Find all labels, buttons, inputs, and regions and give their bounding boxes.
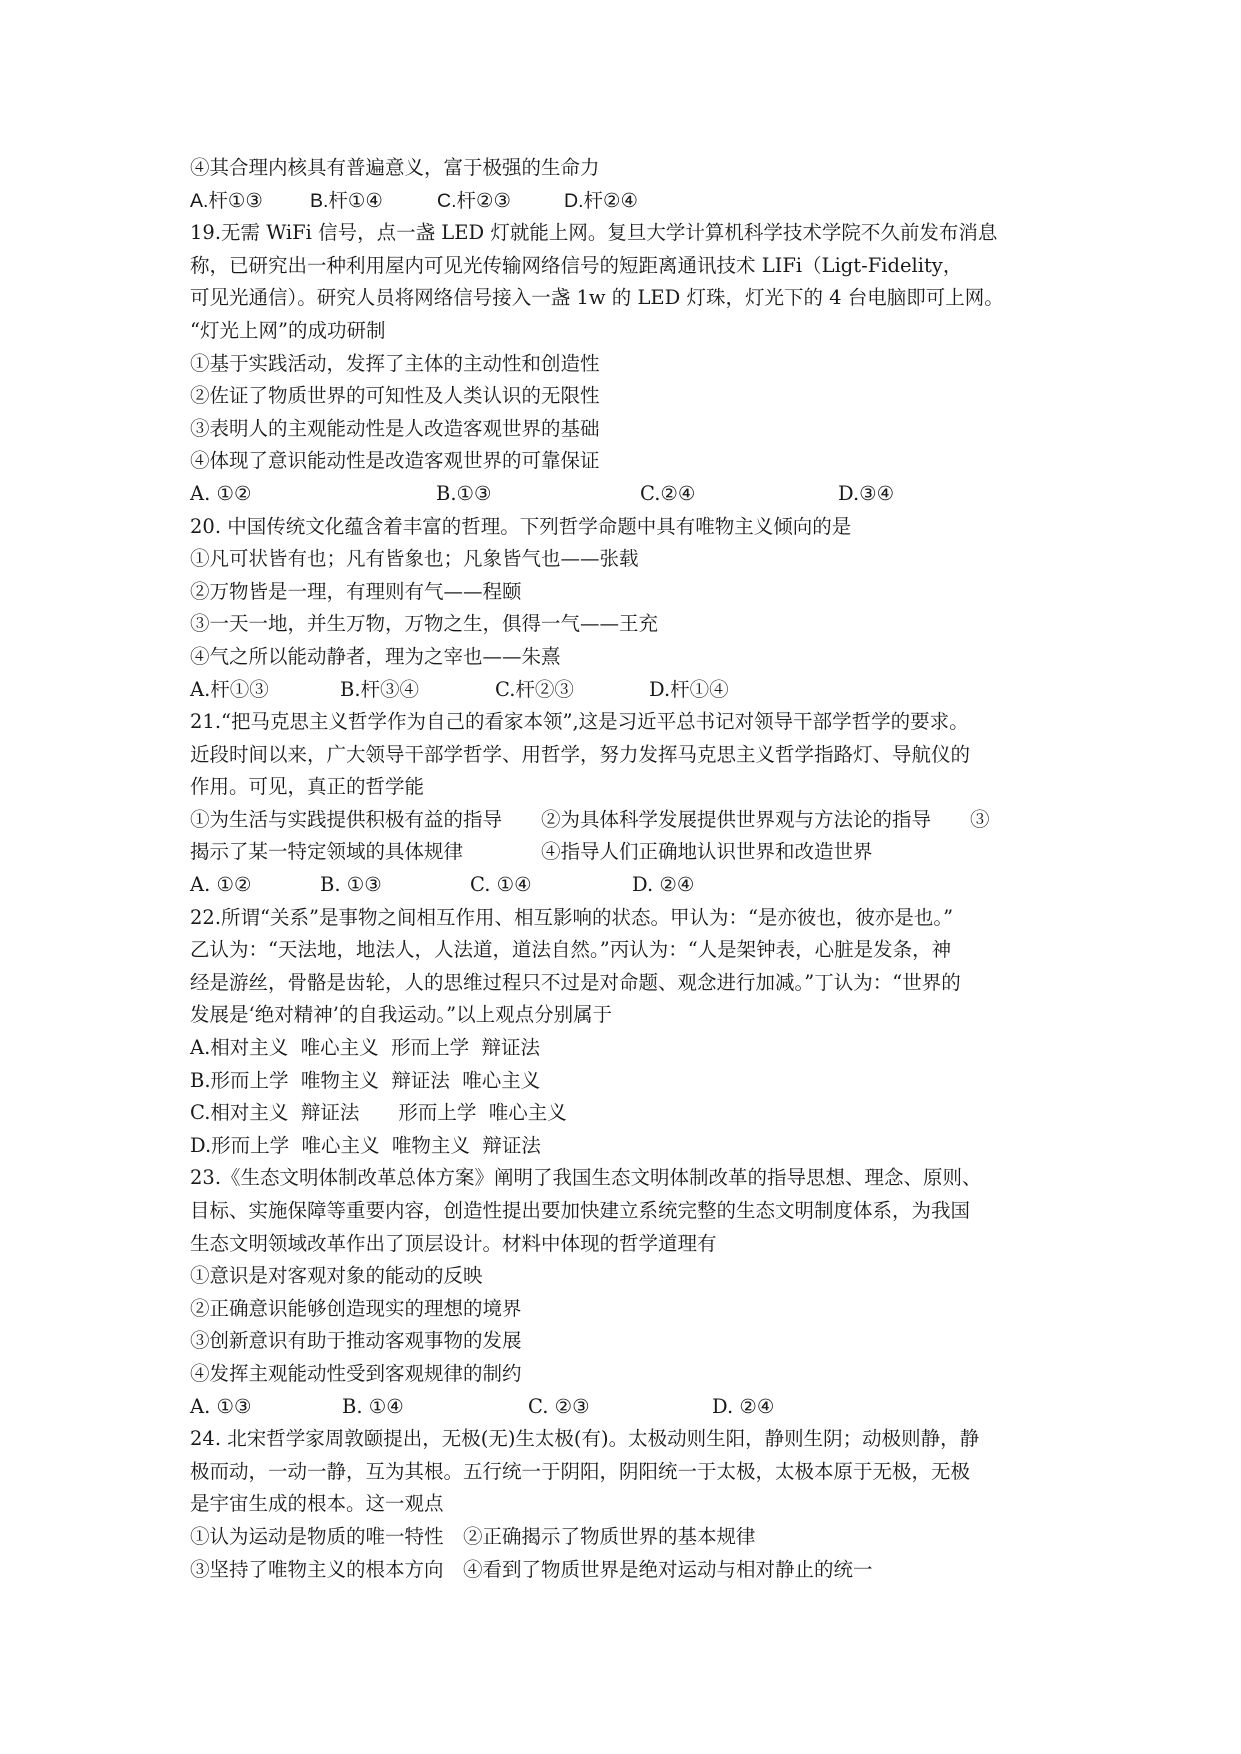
q22-stem-2: 乙认为：“天法地，地法人，人法道，道法自然。”丙认为：“人是架钟表，心脏是发条，神 — [190, 938, 952, 962]
q23-stem-3: 生态文明领域改革作出了顶层设计。材料中体现的哲学道理有 — [190, 1231, 717, 1255]
q21-option-b: B. ①③ — [320, 873, 382, 897]
q19-item-4: ④体现了意识能动性是改造客观世界的可靠保证 — [190, 449, 600, 473]
q19-stem-3: 可见光通信）。研究人员将网络信号接入一盏 1w 的 LED 灯珠，灯光下的 4 台电脑即可上网。 — [190, 286, 1004, 310]
q21-stem-1: 21.“把马克思主义哲学作为自己的看家本领”,这是习近平总书记对领导干部学哲学的要求。 — [190, 710, 969, 734]
q19-stem-4: “灯光上网”的成功研制 — [190, 318, 386, 342]
q23-item-2: ②正确意识能够创造现实的理想的境界 — [190, 1296, 522, 1320]
q22-option-c: C.相对主义 辩证法 形而上学 唯心主义 — [190, 1101, 567, 1125]
q21-option-a: A. ①② — [190, 873, 252, 897]
q23-option-d: D. ②④ — [712, 1394, 775, 1418]
q21-options — [190, 869, 1095, 902]
q18-item-4: ④其合理内核具有普遍意义，富于极强的生命力 — [190, 156, 600, 179]
q20-item-3: ③一天一地，并生万物，万物之生，俱得一气——王充 — [190, 612, 659, 636]
q21-item-2: 揭示了某一特定领域的具体规律 ④指导人们正确地认识世界和改造世界 — [190, 840, 873, 864]
q20-item-1: ①凡可状皆有也；凡有皆象也；凡象皆气也——张载 — [190, 547, 639, 571]
q18-option-c: C.杆②③ — [437, 189, 511, 212]
q18-options — [190, 185, 1095, 218]
q21-stem-2: 近段时间以来，广大领导干部学哲学、用哲学，努力发挥马克思主义哲学指路灯、导航仪的 — [190, 742, 971, 766]
q23-stem-2: 目标、实施保障等重要内容，创造性提出要加快建立系统完整的生态文明制度体系，为我国 — [190, 1199, 971, 1222]
q21-stem-3: 作用。可见，真正的哲学能 — [190, 775, 425, 799]
q19-options — [190, 478, 1095, 511]
q19-stem-2: 称，已研究出一种利用屋内可见光传输网络信号的短距离通讯技术 LIFi（Ligt-Fidelity， — [190, 253, 963, 277]
q19-option-d: D.③④ — [838, 481, 895, 505]
q19-item-3: ③表明人的主观能动性是人改造客观世界的基础 — [190, 416, 600, 440]
q23-option-b: B. ①④ — [342, 1394, 404, 1418]
q19-option-a: A. ①② — [190, 481, 252, 505]
q19-stem-1: 19.无需 WiFi 信号，点一盏 LED 灯就能上网。复旦大学计算机科学技术学院不久前发布消息 — [190, 221, 998, 245]
q22-option-a: A.相对主义 唯心主义 形而上学 辩证法 — [190, 1036, 540, 1060]
q22-stem-1: 22.所谓“关系”是事物之间相互作用、相互影响的状态。甲认为：“是亦彼也，彼亦是也。” — [190, 905, 954, 929]
q20-option-c: C.杆②③ — [495, 677, 574, 701]
q20-option-d: D.杆①④ — [649, 677, 729, 701]
q22-stem-3: 经是游丝，骨骼是齿轮，人的思维过程只不过是对命题、观念进行加减。”丁认为：“世界的 — [190, 970, 961, 994]
q19-item-2: ②佐证了物质世界的可知性及人类认识的无限性 — [190, 384, 600, 408]
q20-stem-1: 20. 中国传统文化蕴含着丰富的哲理。下列哲学命题中具有唯物主义倾向的是 — [190, 514, 852, 538]
q24-stem-2: 极而动，一动一静，互为其根。五行统一于阴阳，阴阳统一于太极，太极本原于无极，无极 — [190, 1459, 971, 1483]
q24-stem-3: 是宇宙生成的根本。这一观点 — [190, 1492, 444, 1516]
q23-option-c: C. ②③ — [528, 1394, 590, 1418]
q22-option-b: B.形而上学 唯物主义 辩证法 唯心主义 — [190, 1068, 541, 1092]
q23-item-1: ①意识是对客观对象的能动的反映 — [190, 1264, 483, 1288]
q23-item-4: ④发挥主观能动性受到客观规律的制约 — [190, 1361, 522, 1385]
q18-option-d: D.杆②④ — [564, 189, 638, 212]
q21-item-1: ①为生活与实践提供积极有益的指导 ②为具体科学发展提供世界观与方法论的指导 ③ — [190, 807, 990, 831]
q19-option-c: C.②④ — [640, 481, 696, 505]
q19-item-1: ①基于实践活动，发挥了主体的主动性和创造性 — [190, 351, 600, 375]
q24-item-2: ③坚持了唯物主义的根本方向 ④看到了物质世界是绝对运动与相对静止的统一 — [190, 1557, 873, 1581]
q18-option-a: A.杆①③ — [190, 189, 263, 212]
q21-option-d: D. ②④ — [632, 873, 695, 897]
q20-item-2: ②万物皆是一理，有理则有气——程颐 — [190, 579, 522, 603]
q22-stem-4: 发展是‘绝对精神’的自我运动。”以上观点分别属于 — [190, 1003, 613, 1027]
q21-option-c: C. ①④ — [470, 873, 532, 897]
q18-option-b: B.杆①④ — [310, 189, 383, 212]
q24-stem-1: 24. 北宋哲学家周敦颐提出，无极(无)生太极(有)。太极动则生阳，静则生阴；动极则静，静 — [190, 1427, 980, 1451]
q23-option-a: A. ①③ — [190, 1394, 252, 1418]
exam-content — [190, 152, 1095, 1586]
q23-stem-1: 23.《生态文明体制改革总体方案》阐明了我国生态文明体制改革的指导思想、理念、原则、 — [190, 1166, 982, 1190]
q24-item-1: ①认为运动是物质的唯一特性 ②正确揭示了物质世界的基本规律 — [190, 1524, 756, 1548]
q20-options — [190, 674, 1095, 707]
q20-option-b: B.杆③④ — [340, 677, 420, 701]
q23-options — [190, 1391, 1095, 1424]
q20-option-a: A.杆①③ — [190, 677, 269, 701]
q20-item-4: ④气之所以能动静者，理为之宰也——朱熹 — [190, 644, 561, 668]
q22-option-d: D.形而上学 唯心主义 唯物主义 辩证法 — [190, 1133, 541, 1157]
q19-option-b: B.①③ — [436, 481, 492, 505]
q23-item-3: ③创新意识有助于推动客观事物的发展 — [190, 1329, 522, 1353]
